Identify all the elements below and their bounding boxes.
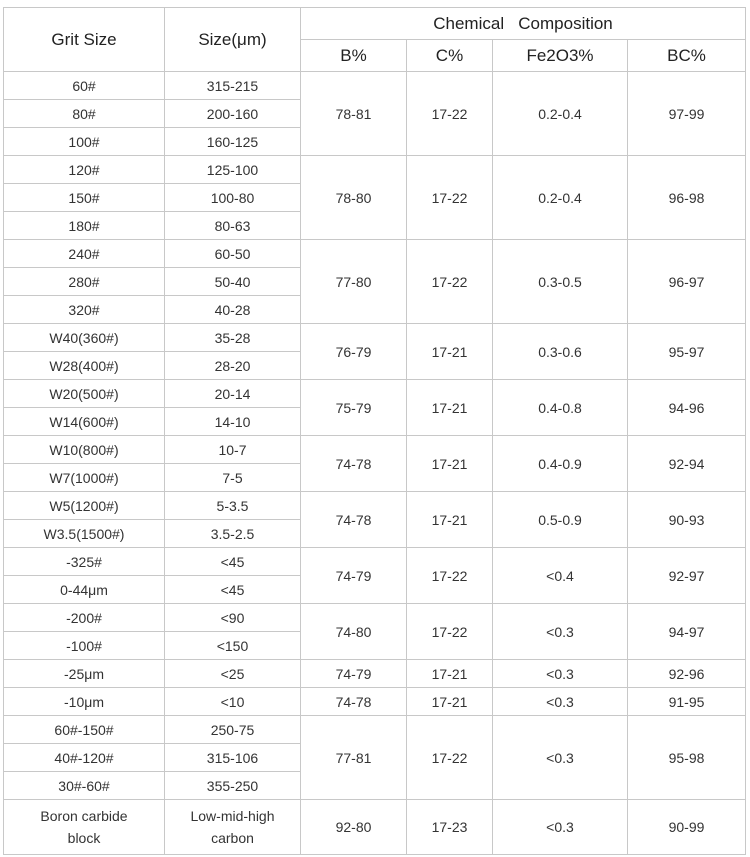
- b-percent-cell: 74-79: [301, 660, 407, 688]
- fe2o3-percent-cell: 0.4-0.8: [493, 380, 628, 436]
- grit-size-cell: 100#: [4, 128, 165, 156]
- fe2o3-percent-cell: <0.3: [493, 660, 628, 688]
- bc-percent-cell: 94-96: [628, 380, 746, 436]
- size-cell: 315-106: [165, 744, 301, 772]
- fe2o3-percent-cell: <0.3: [493, 800, 628, 855]
- fe2o3-percent-cell: 0.3-0.6: [493, 324, 628, 380]
- c-percent-cell: 17-22: [407, 156, 493, 240]
- size-cell: 35-28: [165, 324, 301, 352]
- grit-size-cell: -100#: [4, 632, 165, 660]
- bc-percent-cell: 90-93: [628, 492, 746, 548]
- grit-composition-table: [3, 7, 746, 855]
- grit-size-cell: 150#: [4, 184, 165, 212]
- header-size: Size(μm): [165, 8, 301, 72]
- bc-percent-cell: 92-94: [628, 436, 746, 492]
- b-percent-cell: 77-81: [301, 716, 407, 800]
- c-percent-cell: 17-21: [407, 492, 493, 548]
- bc-percent-cell: 91-95: [628, 688, 746, 716]
- grit-size-cell: W5(1200#): [4, 492, 165, 520]
- header-chemical-composition: Chemical Composition: [301, 8, 746, 40]
- size-cell: 10-7: [165, 436, 301, 464]
- size-cell: Low-mid-high carbon: [165, 800, 301, 855]
- bc-percent-cell: 92-97: [628, 548, 746, 604]
- table-row: [4, 324, 746, 352]
- bc-percent-cell: 96-97: [628, 240, 746, 324]
- grit-size-cell: 280#: [4, 268, 165, 296]
- b-percent-cell: 77-80: [301, 240, 407, 324]
- grit-size-cell: W14(600#): [4, 408, 165, 436]
- c-percent-cell: 17-21: [407, 436, 493, 492]
- grit-size-cell: 120#: [4, 156, 165, 184]
- header-fe2o3-percent: Fe2O3%: [493, 40, 628, 72]
- bc-percent-cell: 94-97: [628, 604, 746, 660]
- size-cell: 250-75: [165, 716, 301, 744]
- size-cell: 355-250: [165, 772, 301, 800]
- fe2o3-percent-cell: <0.4: [493, 548, 628, 604]
- bc-percent-cell: 96-98: [628, 156, 746, 240]
- grit-size-cell: -10μm: [4, 688, 165, 716]
- fe2o3-percent-cell: <0.3: [493, 688, 628, 716]
- table-row: [4, 660, 746, 688]
- b-percent-cell: 78-80: [301, 156, 407, 240]
- c-percent-cell: 17-22: [407, 548, 493, 604]
- c-percent-cell: 17-21: [407, 380, 493, 436]
- table-row: [4, 436, 746, 464]
- fe2o3-percent-cell: 0.5-0.9: [493, 492, 628, 548]
- grit-size-cell: W28(400#): [4, 352, 165, 380]
- size-cell: <90: [165, 604, 301, 632]
- fe2o3-percent-cell: 0.3-0.5: [493, 240, 628, 324]
- grit-size-cell: 240#: [4, 240, 165, 268]
- size-cell: 14-10: [165, 408, 301, 436]
- fe2o3-percent-cell: <0.3: [493, 716, 628, 800]
- c-percent-cell: 17-21: [407, 324, 493, 380]
- size-cell: 3.5-2.5: [165, 520, 301, 548]
- grit-size-cell: 60#: [4, 72, 165, 100]
- bc-percent-cell: 97-99: [628, 72, 746, 156]
- grit-size-cell: 40#-120#: [4, 744, 165, 772]
- header-c-percent: C%: [407, 40, 493, 72]
- b-percent-cell: 75-79: [301, 380, 407, 436]
- grit-size-cell: 60#-150#: [4, 716, 165, 744]
- table-row: [4, 156, 746, 184]
- size-cell: 40-28: [165, 296, 301, 324]
- grit-size-cell: W10(800#): [4, 436, 165, 464]
- c-percent-cell: 17-23: [407, 800, 493, 855]
- b-percent-cell: 74-78: [301, 492, 407, 548]
- grit-size-cell: 0-44μm: [4, 576, 165, 604]
- table-row: [4, 72, 746, 100]
- b-percent-cell: 74-79: [301, 548, 407, 604]
- b-percent-cell: 78-81: [301, 72, 407, 156]
- grit-size-cell: W40(360#): [4, 324, 165, 352]
- size-cell: <45: [165, 548, 301, 576]
- c-percent-cell: 17-21: [407, 660, 493, 688]
- bc-percent-cell: 95-98: [628, 716, 746, 800]
- size-cell: 60-50: [165, 240, 301, 268]
- bc-percent-cell: 92-96: [628, 660, 746, 688]
- b-percent-cell: 74-78: [301, 436, 407, 492]
- header-bc-percent: BC%: [628, 40, 746, 72]
- size-cell: <150: [165, 632, 301, 660]
- size-cell: 5-3.5: [165, 492, 301, 520]
- grit-size-cell: 320#: [4, 296, 165, 324]
- table-row: [4, 548, 746, 576]
- grit-size-cell: -25μm: [4, 660, 165, 688]
- size-cell: 80-63: [165, 212, 301, 240]
- table-row: [4, 688, 746, 716]
- size-cell: 7-5: [165, 464, 301, 492]
- grit-size-cell: -200#: [4, 604, 165, 632]
- size-cell: 28-20: [165, 352, 301, 380]
- size-cell: 315-215: [165, 72, 301, 100]
- c-percent-cell: 17-22: [407, 604, 493, 660]
- fe2o3-percent-cell: <0.3: [493, 604, 628, 660]
- grit-size-cell: -325#: [4, 548, 165, 576]
- grit-size-cell: W3.5(1500#): [4, 520, 165, 548]
- header-grit-size: Grit Size: [4, 8, 165, 72]
- size-cell: 50-40: [165, 268, 301, 296]
- size-cell: 200-160: [165, 100, 301, 128]
- header-b-percent: B%: [301, 40, 407, 72]
- size-cell: 160-125: [165, 128, 301, 156]
- table-body: [4, 72, 746, 855]
- size-cell: 125-100: [165, 156, 301, 184]
- table-row: [4, 604, 746, 632]
- fe2o3-percent-cell: 0.2-0.4: [493, 72, 628, 156]
- grit-size-cell: W7(1000#): [4, 464, 165, 492]
- grit-size-cell: 30#-60#: [4, 772, 165, 800]
- grit-size-cell: 180#: [4, 212, 165, 240]
- size-cell: 20-14: [165, 380, 301, 408]
- b-percent-cell: 76-79: [301, 324, 407, 380]
- c-percent-cell: 17-21: [407, 688, 493, 716]
- grit-size-cell: W20(500#): [4, 380, 165, 408]
- grit-size-cell: 80#: [4, 100, 165, 128]
- size-cell: 100-80: [165, 184, 301, 212]
- grit-size-cell: Boron carbide block: [4, 800, 165, 855]
- size-cell: <25: [165, 660, 301, 688]
- table-row: [4, 716, 746, 744]
- table-row: [4, 492, 746, 520]
- fe2o3-percent-cell: 0.4-0.9: [493, 436, 628, 492]
- table-row: [4, 240, 746, 268]
- fe2o3-percent-cell: 0.2-0.4: [493, 156, 628, 240]
- b-percent-cell: 92-80: [301, 800, 407, 855]
- c-percent-cell: 17-22: [407, 240, 493, 324]
- bc-percent-cell: 90-99: [628, 800, 746, 855]
- table-row: [4, 380, 746, 408]
- size-cell: <10: [165, 688, 301, 716]
- b-percent-cell: 74-78: [301, 688, 407, 716]
- bc-percent-cell: 95-97: [628, 324, 746, 380]
- c-percent-cell: 17-22: [407, 72, 493, 156]
- size-cell: <45: [165, 576, 301, 604]
- table-row: [4, 800, 746, 855]
- b-percent-cell: 74-80: [301, 604, 407, 660]
- c-percent-cell: 17-22: [407, 716, 493, 800]
